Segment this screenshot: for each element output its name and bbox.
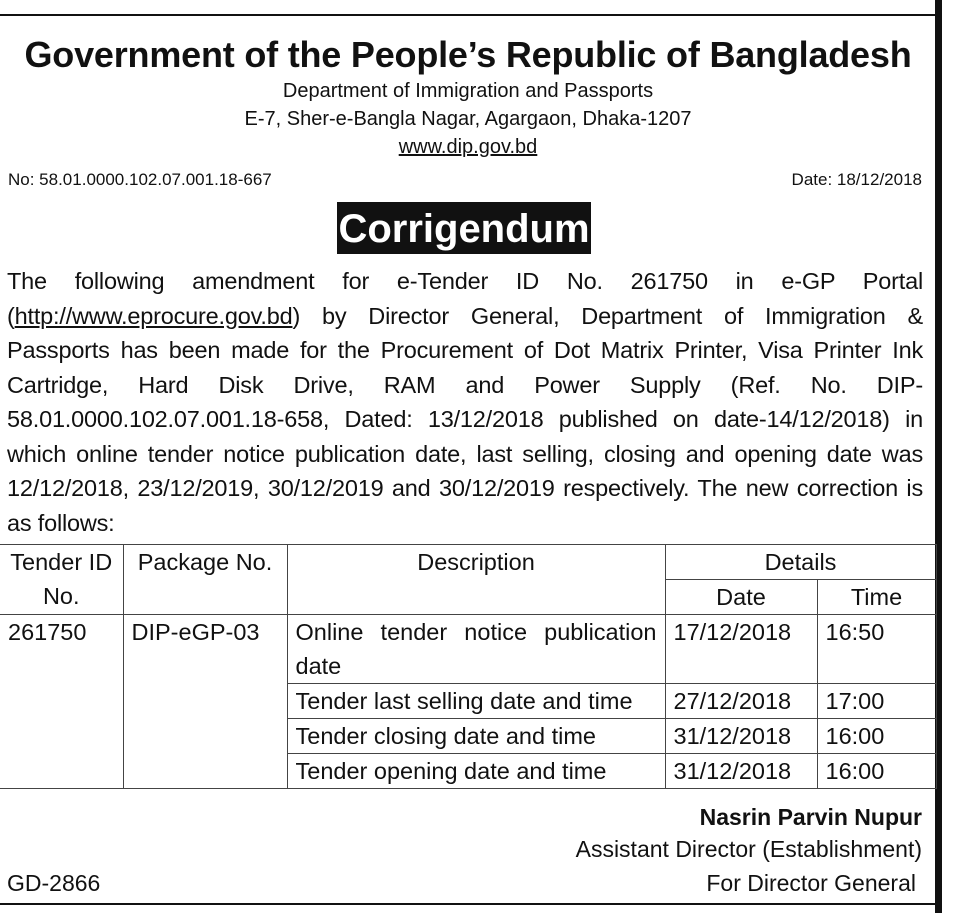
body-text-part1: The following amendment for e-Tender ID No. 261750 in e-GP Portal ( <box>7 268 923 329</box>
description-cell: Tender closing date and time <box>287 719 665 754</box>
signatory-for: For Director General <box>706 870 916 896</box>
package-no-cell: DIP-eGP-03 <box>123 615 287 789</box>
footer-code: GD-2866 <box>7 870 101 896</box>
department-name: Department of Immigration and Passports <box>282 80 654 102</box>
website-link[interactable]: www.dip.gov.bd <box>398 136 538 158</box>
date-cell: 31/12/2018 <box>665 754 817 789</box>
time-cell: 17:00 <box>817 684 936 719</box>
corrigendum-heading: Corrigendum <box>337 202 591 254</box>
time-cell: 16:00 <box>817 719 936 754</box>
description-cell: Online tender notice publication date <box>287 615 665 684</box>
time-cell: 16:50 <box>817 615 936 684</box>
notice-body <box>7 264 923 540</box>
bottom-border <box>0 903 936 905</box>
government-title: Government of the People’s Republic of Bangladesh <box>24 34 912 75</box>
body-text-part2: ) by Director General, Department of Immigration & Passports has been made for the Procurement of Dot Matrix Printer, Visa Printer Ink Cartridge, Hard Disk Drive, RAM and Power Supply (Ref. No. DIP-58.01.0000.102.07.001.18-658, Dated: 13/12/2018 published on date-14/12/2018) in which online tender notice publication date, last selling, closing and opening date was 12/12/2018, 23/12/2019, 30/12/2019 and 30/12/2019 respectively. The new correction is as follows: <box>7 302 923 536</box>
header-date: Date <box>665 580 817 615</box>
notice-date: Date: 18/12/2018 <box>791 170 922 189</box>
description-cell: Tender opening date and time <box>287 754 665 789</box>
signatory-name: Nasrin Parvin Nupur <box>699 804 922 830</box>
date-cell: 31/12/2018 <box>665 719 817 754</box>
table-row <box>0 615 936 684</box>
header-tender-id: Tender ID No. <box>0 545 123 615</box>
description-cell: Tender last selling date and time <box>287 684 665 719</box>
time-cell: 16:00 <box>817 754 936 789</box>
tender-id-cell: 261750 <box>0 615 123 789</box>
header-details: Details <box>665 545 936 580</box>
table-header-row <box>0 545 936 580</box>
department-address: E-7, Sher-e-Bangla Nagar, Agargaon, Dhaka-1207 <box>244 108 692 130</box>
date-cell: 27/12/2018 <box>665 684 817 719</box>
header-description: Description <box>287 545 665 615</box>
header-package-no: Package No. <box>123 545 287 615</box>
top-border <box>0 14 936 16</box>
date-cell: 17/12/2018 <box>665 615 817 684</box>
header-time: Time <box>817 580 936 615</box>
tender-table <box>0 544 937 789</box>
signatory-designation: Assistant Director (Establishment) <box>575 836 922 862</box>
reference-number: No: 58.01.0000.102.07.001.18-667 <box>8 170 272 189</box>
eprocure-link[interactable]: http://www.eprocure.gov.bd <box>14 302 293 329</box>
